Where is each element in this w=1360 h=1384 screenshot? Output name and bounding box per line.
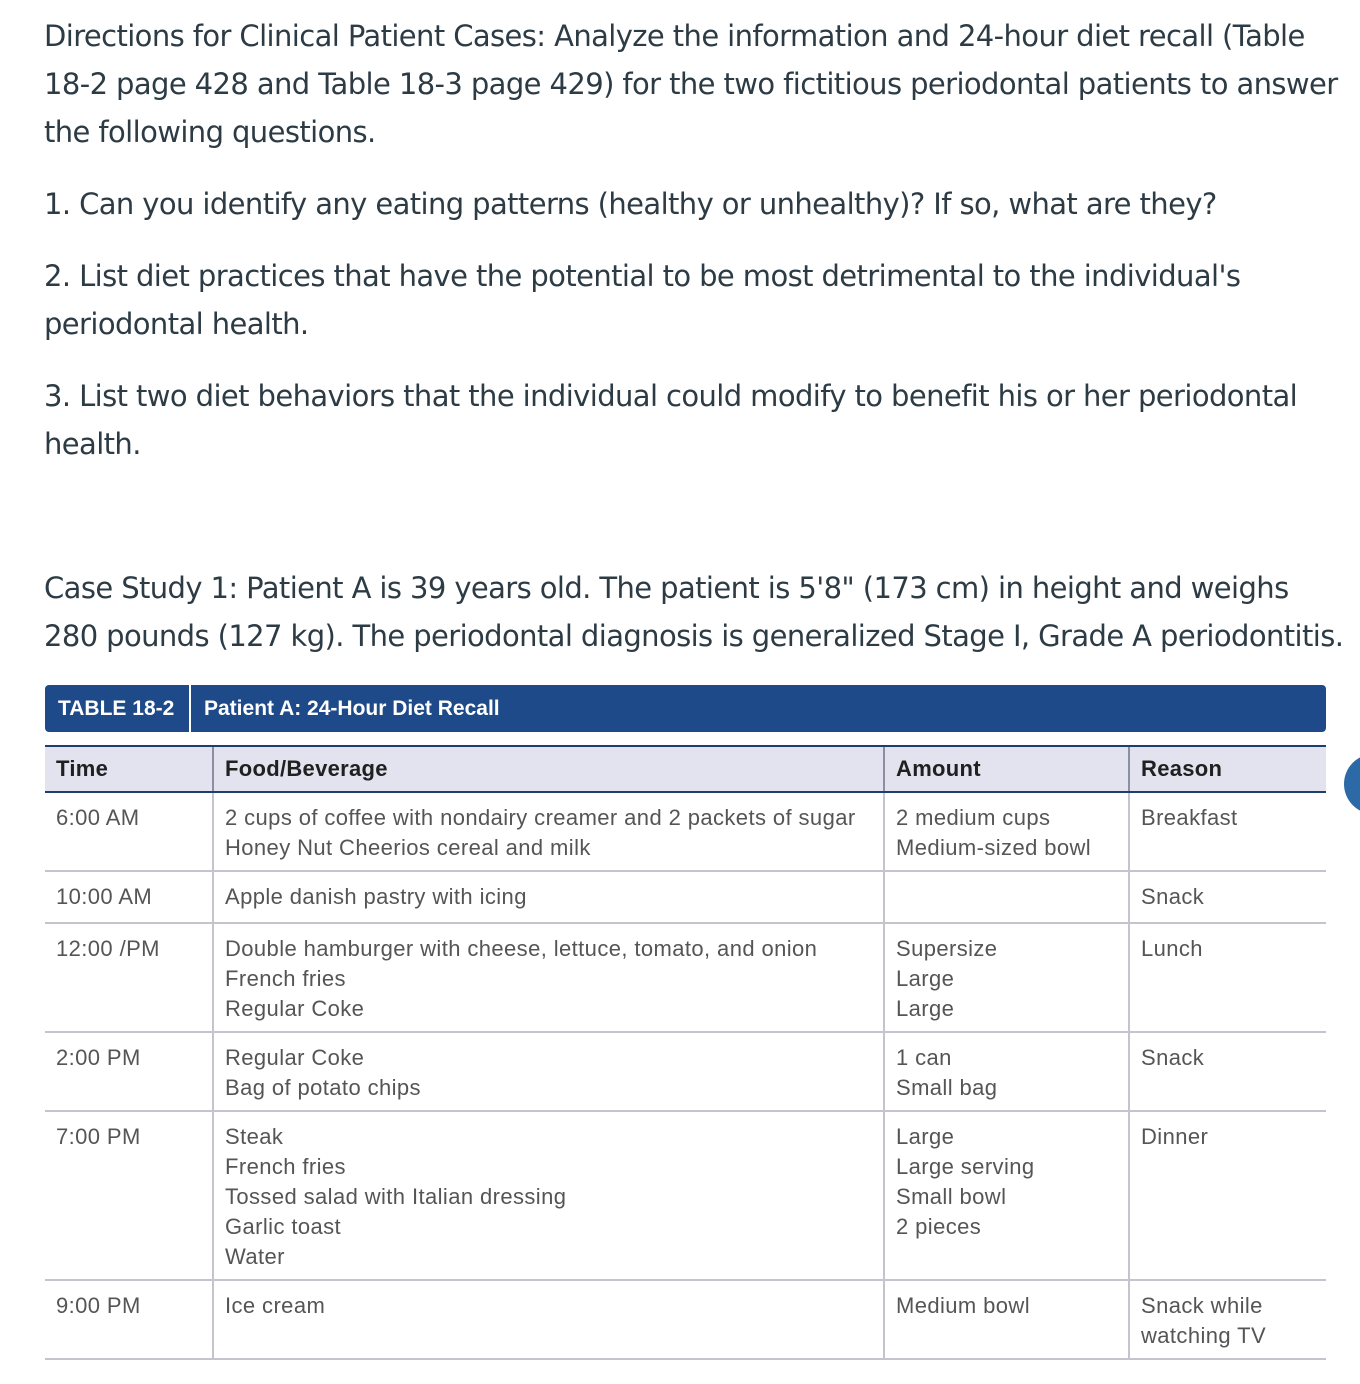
food-line: Tossed salad with Italian dressing — [225, 1184, 567, 1209]
table-body — [45, 792, 1326, 1359]
table-row — [45, 923, 1326, 1032]
cell-amount — [884, 792, 1129, 871]
table-row — [45, 1111, 1326, 1280]
time-text: 12:00 /PM — [56, 936, 160, 961]
case-study-section — [44, 564, 1344, 660]
reason-line: Breakfast — [1141, 805, 1238, 830]
food-line: 2 cups of coffee with nondairy creamer and 2 packets of sugar — [225, 805, 856, 830]
cell-food — [213, 1280, 884, 1359]
header-time: Time — [45, 746, 213, 792]
reason-line: watching TV — [1141, 1323, 1267, 1348]
side-panel-toggle[interactable] — [1344, 754, 1360, 814]
table-number: TABLE 18-2 — [45, 685, 191, 732]
time-text: 7:00 PM — [56, 1124, 141, 1149]
amount-line: Large serving — [896, 1154, 1035, 1179]
cell-reason — [1129, 923, 1326, 1032]
cell-amount — [884, 923, 1129, 1032]
amount-line: 2 pieces — [896, 1214, 982, 1239]
food-line: Apple danish pastry with icing — [225, 884, 527, 909]
food-line: Honey Nut Cheerios cereal and milk — [225, 835, 591, 860]
food-line: Steak — [225, 1124, 284, 1149]
cell-reason — [1129, 1280, 1326, 1359]
cell-time — [45, 1280, 213, 1359]
question-2: 2. List diet practices that have the potential to be most detrimental to the individual's periodontal health. — [44, 259, 1241, 341]
header-food: Food/Beverage — [213, 746, 884, 792]
cell-food — [213, 923, 884, 1032]
cell-amount — [884, 1111, 1129, 1280]
question-3: 3. List two diet behaviors that the individual could modify to benefit his or her periodontal health. — [44, 379, 1298, 461]
amount-line: Large — [896, 966, 955, 991]
diet-recall-table — [45, 745, 1326, 1360]
food-line: Double hamburger with cheese, lettuce, tomato, and onion — [225, 936, 818, 961]
amount-line: Large — [896, 996, 955, 1021]
cell-time — [45, 1111, 213, 1280]
cell-amount — [884, 1032, 1129, 1111]
table-row — [45, 871, 1326, 923]
table-row — [45, 792, 1326, 871]
cell-reason — [1129, 1032, 1326, 1111]
cell-time — [45, 871, 213, 923]
table-header-row — [45, 746, 1326, 792]
cell-food — [213, 792, 884, 871]
table-row — [45, 1280, 1326, 1359]
amount-line: 2 medium cups — [896, 805, 1051, 830]
table-row — [45, 1032, 1326, 1111]
question-1: 1. Can you identify any eating patterns (healthy or unhealthy)? If so, what are they? — [44, 187, 1217, 221]
time-text: 2:00 PM — [56, 1045, 141, 1070]
cell-time — [45, 1032, 213, 1111]
table-banner — [45, 685, 1326, 732]
time-text: 9:00 PM — [56, 1293, 141, 1318]
time-text: 6:00 AM — [56, 805, 140, 830]
header-reason: Reason — [1129, 746, 1326, 792]
amount-line: Medium-sized bowl — [896, 835, 1092, 860]
reason-line: Snack — [1141, 1045, 1205, 1070]
directions-text: Directions for Clinical Patient Cases: Analyze the information and 24-hour diet recall (Table 18-2 page 428 and Table 18-3 page 429) for the two fictitious periodontal patients to answer the following questions. — [44, 19, 1338, 149]
food-line: Bag of potato chips — [225, 1075, 421, 1100]
food-line: Water — [225, 1244, 285, 1269]
cell-amount — [884, 871, 1129, 923]
food-line: Regular Coke — [225, 1045, 365, 1070]
time-text: 10:00 AM — [56, 884, 153, 909]
amount-line: 1 can — [896, 1045, 952, 1070]
cell-time — [45, 792, 213, 871]
amount-line: Small bowl — [896, 1184, 1007, 1209]
header-amount: Amount — [884, 746, 1129, 792]
cell-food — [213, 1032, 884, 1111]
food-line: French fries — [225, 1154, 346, 1179]
reason-line: Dinner — [1141, 1124, 1209, 1149]
reason-line: Lunch — [1141, 936, 1203, 961]
food-line: Regular Coke — [225, 996, 365, 1021]
table-title: Patient A: 24-Hour Diet Recall — [204, 696, 500, 720]
food-line: French fries — [225, 966, 346, 991]
cell-amount — [884, 1280, 1129, 1359]
directions-section — [44, 12, 1344, 468]
cell-food — [213, 871, 884, 923]
cell-reason — [1129, 792, 1326, 871]
cell-food — [213, 1111, 884, 1280]
cell-time — [45, 923, 213, 1032]
reason-line: Snack — [1141, 884, 1205, 909]
cell-reason — [1129, 1111, 1326, 1280]
reason-line: Snack while — [1141, 1293, 1263, 1318]
amount-line: Medium bowl — [896, 1293, 1031, 1318]
case-study-text: Case Study 1: Patient A is 39 years old. The patient is 5'8" (173 cm) in height and weighs 280 pounds (127 kg). The periodontal diagnosis is generalized Stage I, Grade A periodontitis. — [44, 571, 1344, 653]
food-line: Garlic toast — [225, 1214, 342, 1239]
amount-line: Large — [896, 1124, 955, 1149]
amount-line: Small bag — [896, 1075, 998, 1100]
cell-reason — [1129, 871, 1326, 923]
food-line: Ice cream — [225, 1293, 326, 1318]
amount-line: Supersize — [896, 936, 998, 961]
